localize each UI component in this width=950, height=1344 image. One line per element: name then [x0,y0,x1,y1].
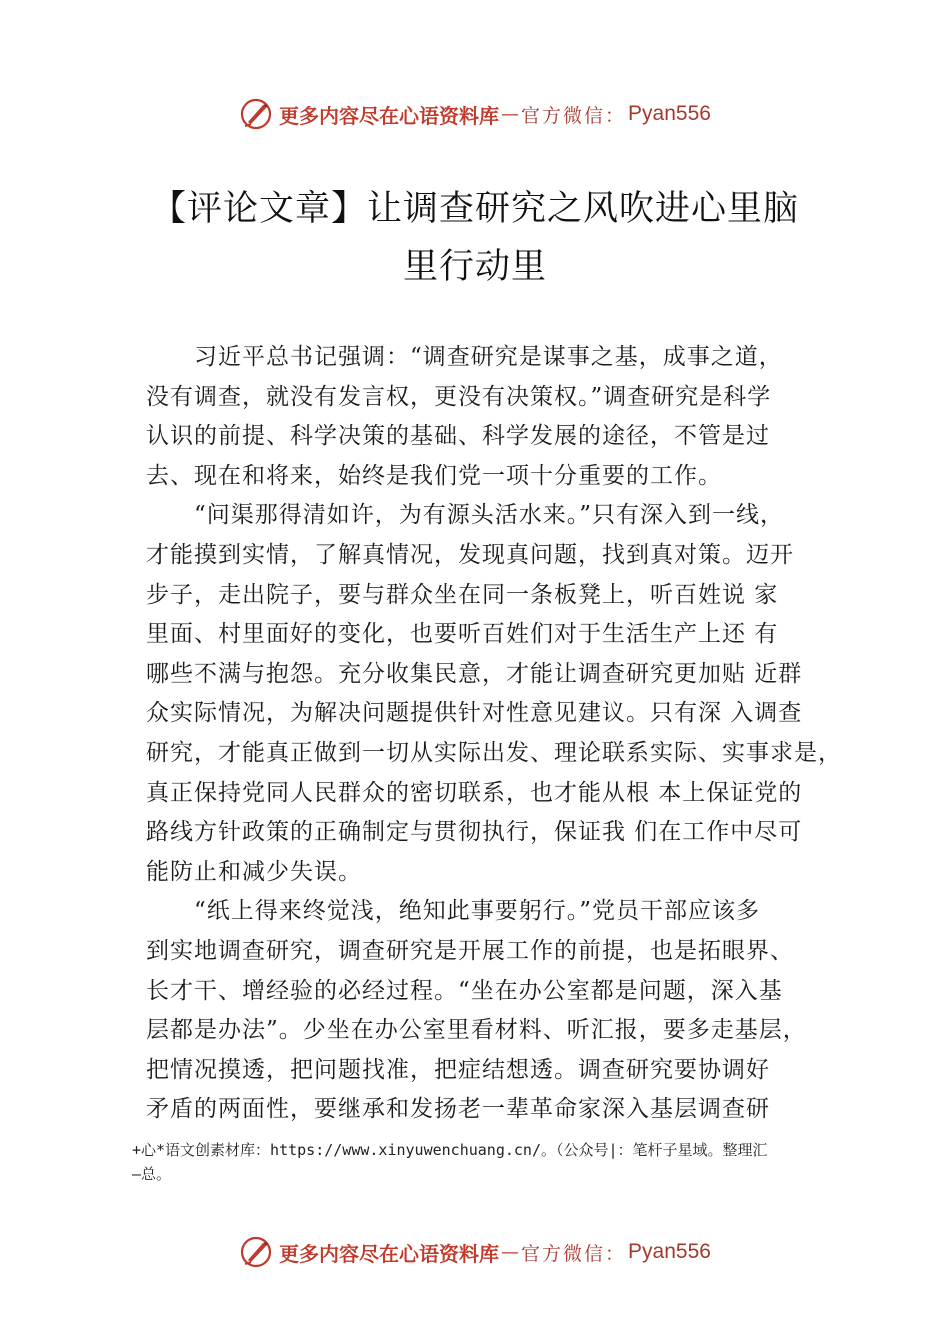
body-line: 才能摸到实情，了解真情况，发现真问题，找到真对策。迈开 [146,541,794,568]
body-line: 认识的前提、科学决策的基础、科学发展的途径，不管是过 [146,423,770,450]
body-line: 矛盾的两面性，要继承和发扬老一辈革命家深入基层调查研 [146,1096,770,1123]
banner-dash: — [501,103,520,125]
banner-site-name: 更多内容尽在心语资料库 [279,1241,500,1266]
body-line: “问渠那得清如许，为有源头活水来。”只有深入到一线， [194,502,785,529]
page-title-line-1: 【评论文章】让调查研究之风吹进心里脑 [150,189,799,229]
banner-wechat-label: 官方微信： [521,1242,627,1265]
footnote-line-1: +心*语文创素材库：https://www.xinyuwenchuang.cn/。（公众号|：笔杆子星域。整理汇 [132,1141,768,1159]
body-line: 步子，走出院子，要与群众坐在同一条板凳上，听百姓说 家 [146,581,779,608]
body-line: 路线方针政策的正确制定与贯彻执行，保证我 们在工作中尽可 [146,819,803,846]
body-line: 里面、村里面好的变化，也要听百姓们对于生活生产上还 有 [146,621,779,648]
header-banner [0,94,950,134]
body-line: 层都是办法”。少坐在办公室里看材料、听汇报，要多走基层， [146,1017,807,1044]
body-line: 去、现在和将来，始终是我们党一项十分重要的工作。 [146,462,722,489]
body-line: “纸上得来终觉浅，绝知此事要躬行。”党员干部应该多 [194,898,761,925]
quill-pen-logo-icon [239,1235,273,1269]
body-line: 习近平总书记强调：“调查研究是谋事之基，成事之道， [194,344,783,370]
footer-banner [0,1232,950,1272]
body-line: 真正保持党同人民群众的密切联系，也才能从根 本上保证党的 [146,779,803,806]
banner-wechat-label: 官方微信： [521,104,627,127]
article-body [146,338,846,1130]
quill-pen-logo-icon [239,97,273,131]
body-line: 长才干、增经验的必经过程。“坐在办公室都是问题，深入基 [146,977,783,1004]
body-line: 能防止和减少失误。 [146,858,362,885]
body-line: 哪些不满与抱怨。充分收集民意，才能让调查研究更加贴 近群 [146,660,803,687]
banner-site-name: 更多内容尽在心语资料库 [279,103,500,128]
page-title-line-2: 里行动里 [402,247,547,287]
body-line: 到实地调查研究，调查研究是开展工作的前提，也是拓眼界、 [146,937,794,964]
banner-wechat-id: Pyan556 [628,102,711,125]
footnote-line-2: —总。 [132,1165,172,1183]
body-line: 把情况摸透，把问题找准，把症结想透。调查研究要协调好 [146,1056,770,1083]
source-footnote [132,1138,832,1186]
banner-wechat-id: Pyan556 [628,1240,711,1263]
body-line: 研究，才能真正做到一切从实际出发、理论联系实际、实事求是， [146,739,842,766]
banner-dash: — [501,1241,520,1263]
body-line: 没有调查，就没有发言权，更没有决策权。”调查研究是科学 [146,383,772,410]
body-line: 众实际情况，为解决问题提供针对性意见建议。只有深 入调查 [146,700,803,727]
